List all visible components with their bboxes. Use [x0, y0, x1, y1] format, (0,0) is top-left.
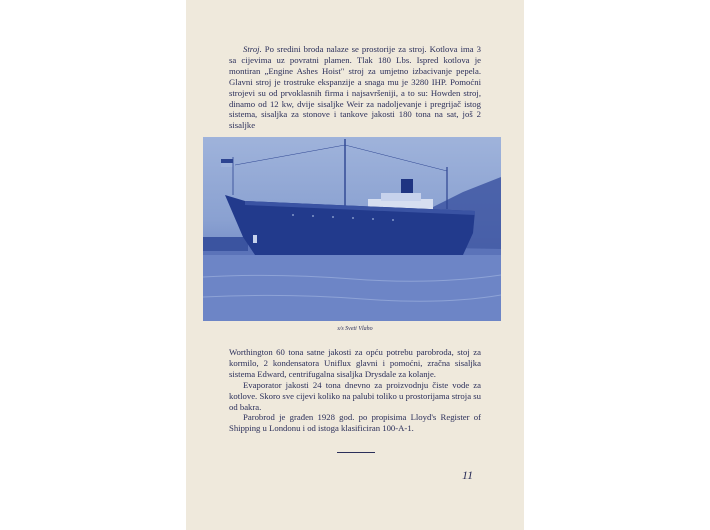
paragraph-continuation: Worthington 60 tona satne jakosti za opću potrebu parobroda, stoj za kormilo, 2 kondensatora Uniflux glavni i pomoćni, zračna sisaljka sistema Edward, centrifugalna sisaljka Drysdale za kolanje. — [229, 347, 481, 379]
book-page — [186, 0, 524, 530]
section-divider — [337, 452, 375, 453]
paragraph-construction: Parobrod je građen 1928 god. po propisima Lloyd's Register of Shipping u Londonu i od istoga klasificiran 100-A-1. — [229, 412, 481, 434]
page-number: 11 — [462, 468, 474, 482]
ship-illustration — [203, 137, 501, 321]
paragraph-evaporator: Evaporator jakosti 24 tona dnevno za proizvodnju čiste vode za kotlove. Skoro sve cijevi koliko na palubi toliko u prostorijama stroja su od bakra. — [229, 379, 481, 412]
photo-caption: s/s Sveti Vlaho — [337, 326, 373, 332]
paragraph-lead-word: Stroj. — [243, 44, 262, 54]
ship-photograph — [203, 137, 501, 321]
engine-room-paragraph — [229, 44, 481, 131]
machinery-paragraphs — [229, 347, 481, 434]
paragraph-body: Po sredini broda nalaze se prostorije za stroj. Kotlova ima 3 sa cijevima uz povratni plamen. Tlak 180 Lbs. Ispred kotlova je montiran „Engine Ashes Hoist" stroj za umjetno izbacivanje pepela. Glavni stroj je trostruke ekspanzije a snaga mu je 3280 IHP. Pomoćni strojevi su od prvoklasnih firma i najsavršeniji, a to su: Howden stroj, dinamo od 12 kw, dvije sisaljke Weir za nadoljevanje i pregrijač istog sistema, sisaljka za stonove i tankove jakosti 180 tona na sat, još 2 sisaljke — [229, 44, 481, 131]
